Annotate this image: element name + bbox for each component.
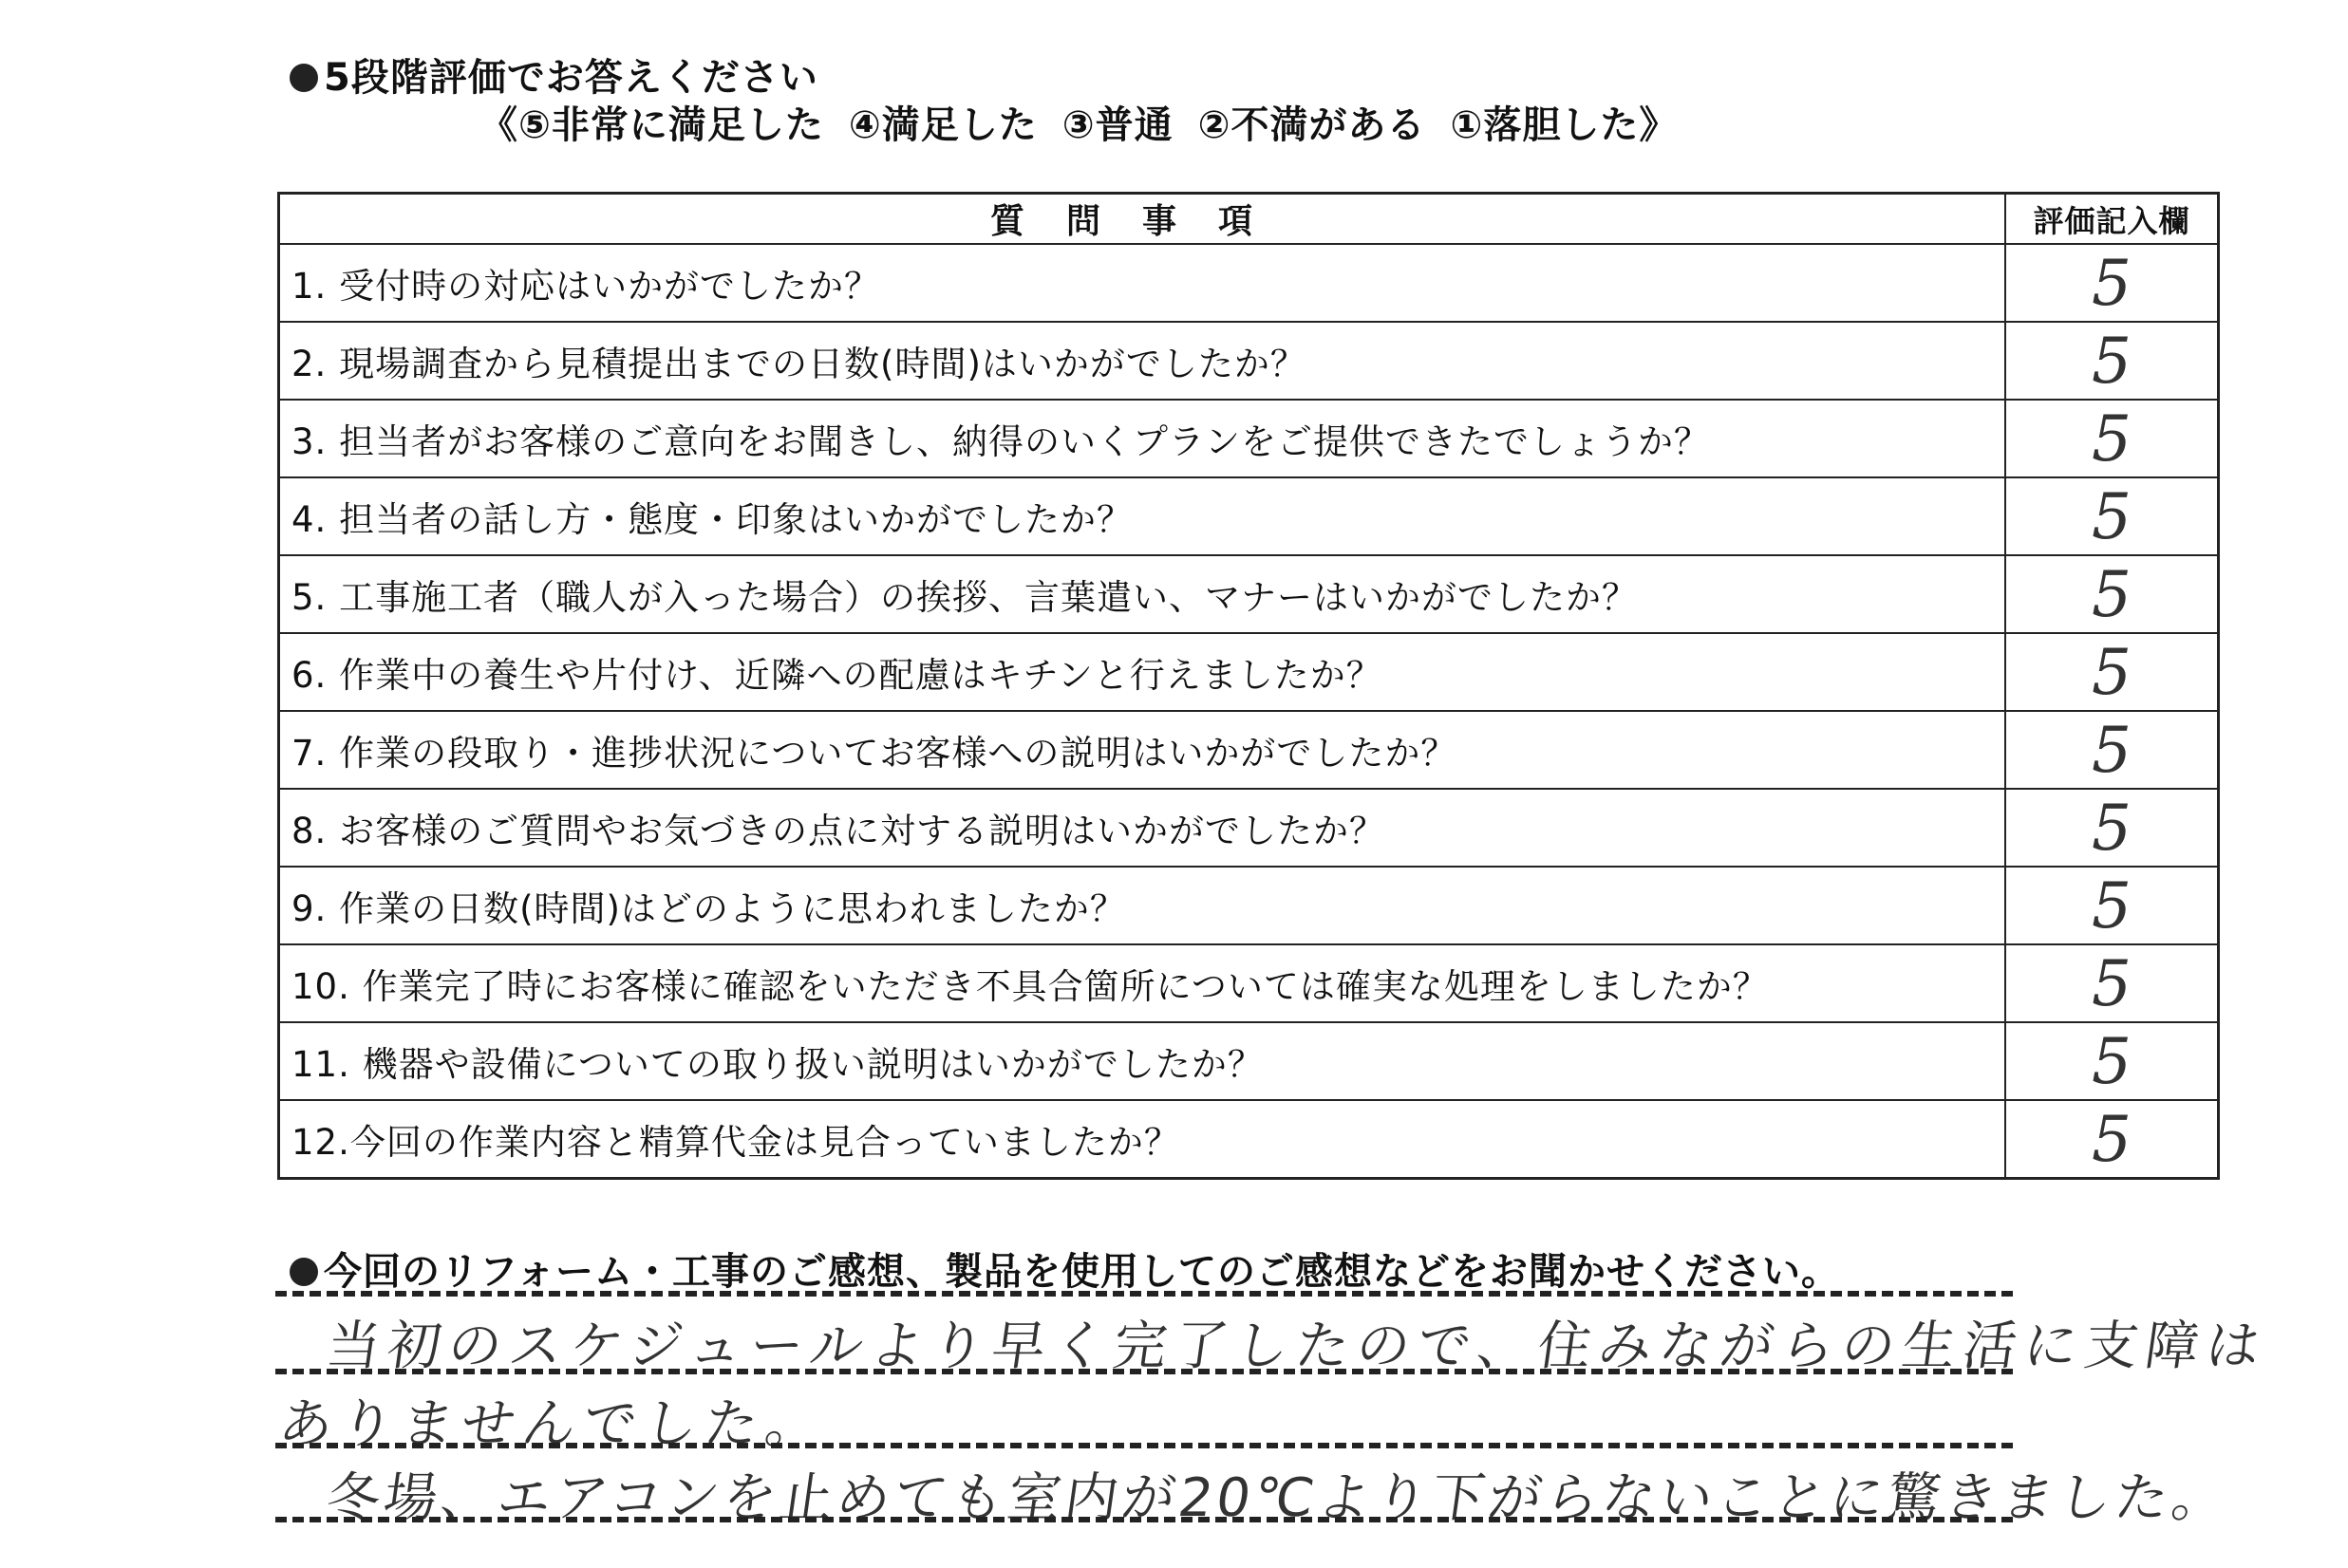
rating-value: 5 bbox=[2005, 400, 2219, 477]
table-row bbox=[279, 711, 2219, 789]
table-row bbox=[279, 1022, 2219, 1100]
question-text: 12.今回の作業内容と精算代金は見合っていましたか？ bbox=[279, 1100, 2006, 1179]
rating-value: 5 bbox=[2005, 944, 2219, 1022]
survey-table bbox=[277, 192, 2220, 1180]
rating-value: 5 bbox=[2005, 1022, 2219, 1100]
table-row bbox=[279, 477, 2219, 555]
comments-heading-text: 今回のリフォーム・工事のご感想、製品を使用してのご感想などをお聞かせください。 bbox=[324, 1250, 1840, 1294]
rating-value: 5 bbox=[2005, 477, 2219, 555]
scale-2: ②不満がある bbox=[1197, 103, 1426, 147]
question-text: 2. 現場調査から見積提出までの日数(時間)はいかがでしたか？ bbox=[279, 322, 2006, 400]
rating-value: 5 bbox=[2005, 711, 2219, 789]
question-text: 11. 機器や設備についての取り扱い説明はいかがでしたか？ bbox=[279, 1022, 2006, 1100]
bullet-icon bbox=[290, 1258, 318, 1286]
scale-5: 《⑤非常に満足した bbox=[479, 103, 824, 147]
rating-value: 5 bbox=[2005, 1100, 2219, 1179]
dotted-line bbox=[275, 1369, 2013, 1374]
table-row bbox=[279, 789, 2219, 867]
question-text: 9. 作業の日数(時間)はどのように思われましたか？ bbox=[279, 867, 2006, 944]
rating-value: 5 bbox=[2005, 244, 2219, 322]
question-text: 1. 受付時の対応はいかがでしたか？ bbox=[279, 244, 2006, 322]
table-row bbox=[279, 1100, 2219, 1179]
question-text: 5. 工事施工者（職人が入った場合）の挨拶、言葉遣い、マナーはいかがでしたか？ bbox=[279, 555, 2006, 633]
comment-line-1: 当初のスケジュールより早く完了したので、住みながらの生活に支障は bbox=[322, 1316, 2272, 1377]
rating-value: 5 bbox=[2005, 633, 2219, 711]
dotted-line bbox=[275, 1291, 2013, 1297]
scale-3: ③普通 bbox=[1061, 103, 1174, 147]
dotted-line bbox=[275, 1517, 2013, 1522]
table-row bbox=[279, 867, 2219, 944]
rating-instruction-heading bbox=[290, 47, 818, 102]
scale-1: ①落胆した》 bbox=[1450, 103, 1679, 147]
header-question: 質問事項 bbox=[279, 194, 2006, 245]
dotted-line bbox=[275, 1443, 2013, 1448]
heading-text: 5段階評価でお答えください bbox=[324, 56, 818, 100]
scale-4: ④満足した bbox=[848, 103, 1038, 147]
comments-heading bbox=[290, 1241, 1840, 1296]
question-text: 8. お客様のご質問やお気づきの点に対する説明はいかがでしたか？ bbox=[279, 789, 2006, 867]
table-row bbox=[279, 400, 2219, 477]
rating-value: 5 bbox=[2005, 555, 2219, 633]
question-text: 3. 担当者がお客様のご意向をお聞きし、納得のいくプランをご提供できたでしょうか？ bbox=[279, 400, 2006, 477]
question-text: 7. 作業の段取り・進捗状況についてお客様への説明はいかがでしたか？ bbox=[279, 711, 2006, 789]
table-row bbox=[279, 944, 2219, 1022]
question-text: 6. 作業中の養生や片付け、近隣への配慮はキチンと行えましたか？ bbox=[279, 633, 2006, 711]
bullet-icon bbox=[290, 64, 318, 92]
rating-scale-legend bbox=[479, 95, 1702, 149]
header-rating: 評価記入欄 bbox=[2005, 194, 2219, 245]
comment-line-2: ありませんでした。 bbox=[274, 1393, 831, 1455]
table-row bbox=[279, 322, 2219, 400]
comment-line-3: 冬場、エアコンを止めても室内が20℃より下がらないことに驚きました。 bbox=[322, 1467, 2234, 1529]
table-row bbox=[279, 555, 2219, 633]
rating-value: 5 bbox=[2005, 322, 2219, 400]
rating-value: 5 bbox=[2005, 789, 2219, 867]
rating-value: 5 bbox=[2005, 867, 2219, 944]
question-text: 4. 担当者の話し方・態度・印象はいかがでしたか？ bbox=[279, 477, 2006, 555]
question-text: 10. 作業完了時にお客様に確認をいただき不具合箇所については確実な処理をしましたか？ bbox=[279, 944, 2006, 1022]
table-row bbox=[279, 633, 2219, 711]
table-row bbox=[279, 244, 2219, 322]
